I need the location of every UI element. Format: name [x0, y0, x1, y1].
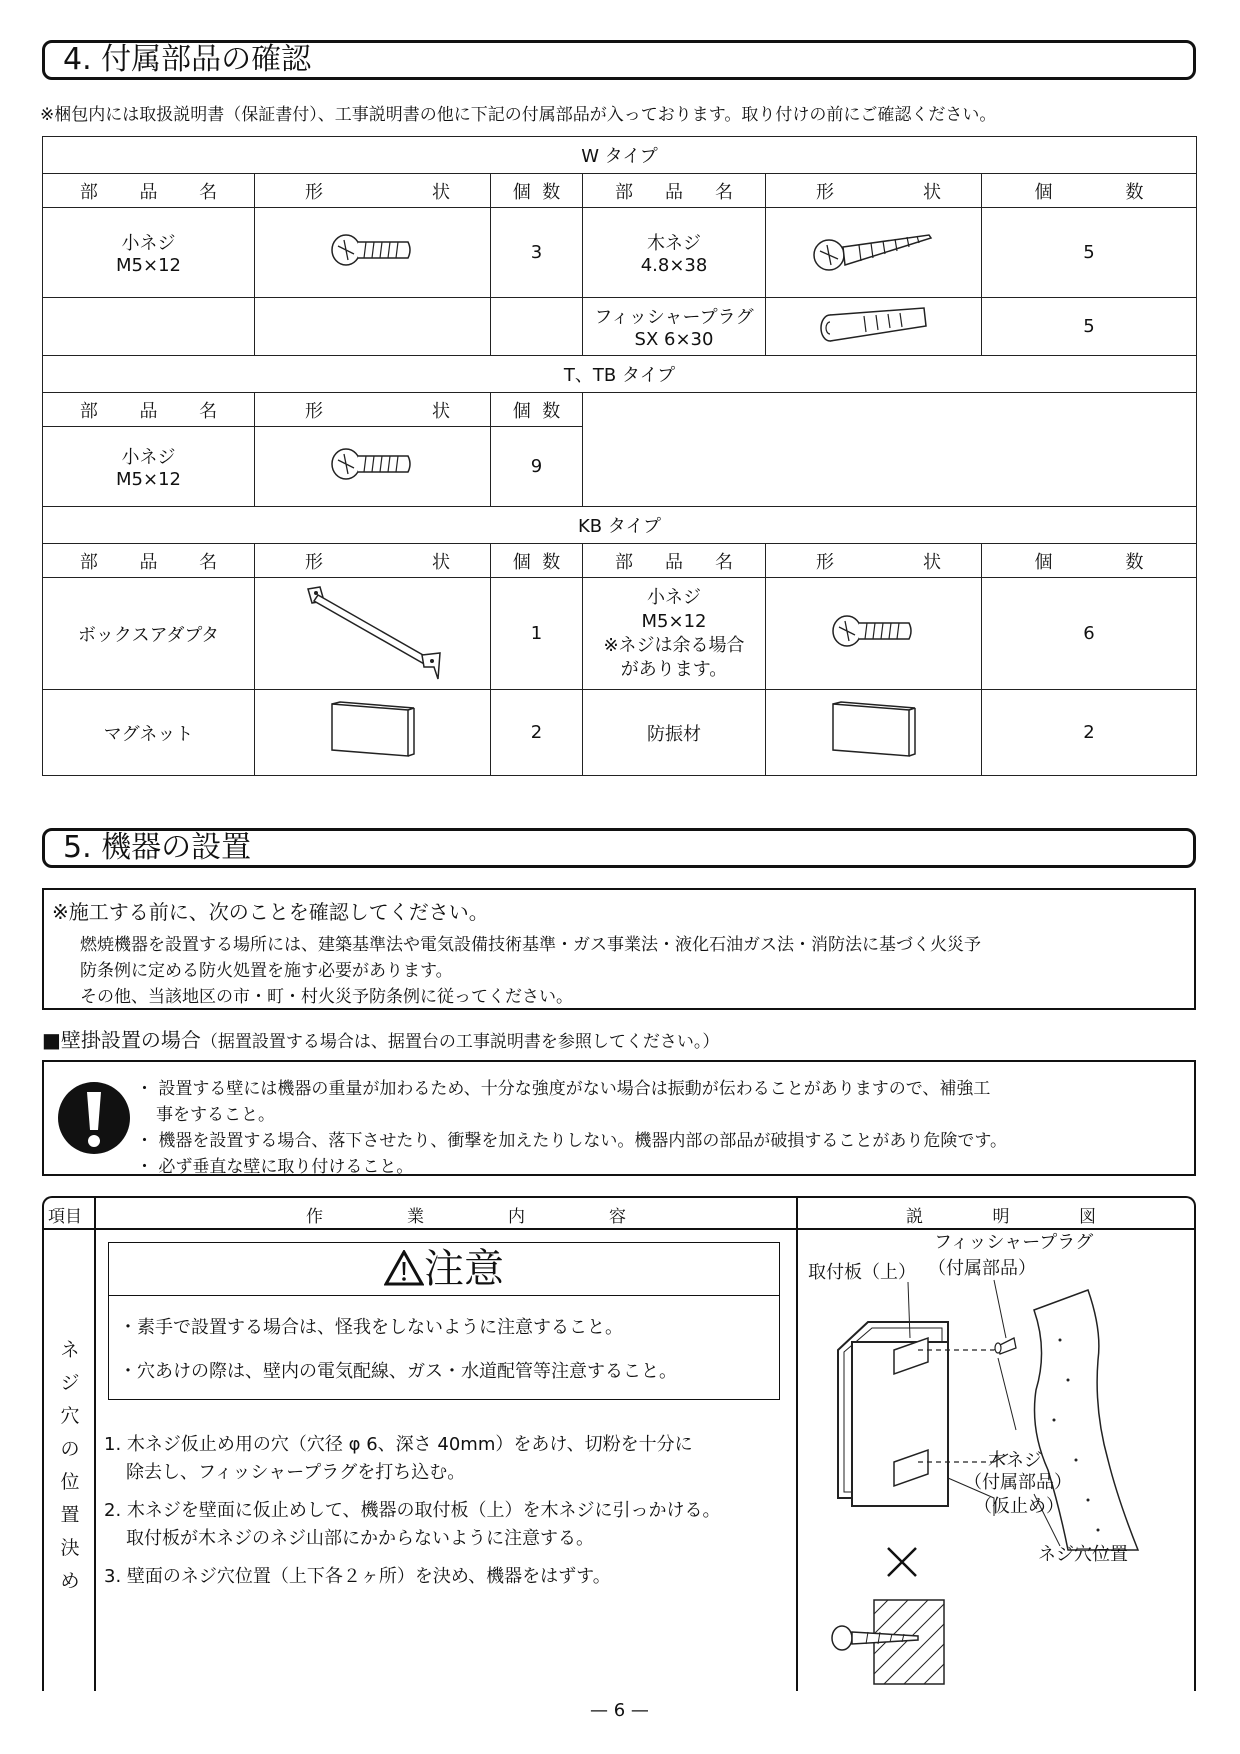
- caution-box: [42, 888, 1196, 1010]
- warning-line: 事をすること。: [156, 1105, 275, 1125]
- warning-triangle-icon: [384, 1250, 424, 1286]
- warning-line: ・ 機器を設置する場合、落下させたり、衝撃を加えたりしない。機器内部の部品が破損することがあり危険です。: [136, 1131, 1008, 1151]
- chui-line: ・穴あけの際は、壁内の電気配線、ガス・水道配管等注意すること。: [119, 1361, 677, 1382]
- caution-head: ※施工する前に、次のことを確認してください。: [52, 900, 489, 924]
- chui-line: ・素手で設置する場合は、怪我をしないように注意すること。: [119, 1317, 623, 1338]
- w-type-label: W タイプ: [43, 137, 1197, 174]
- chui-box: [108, 1242, 780, 1400]
- kb-type-label: KB タイプ: [43, 507, 1197, 544]
- step-2-cont: 取付板が木ネジのネジ山部にかからないように注意する。: [126, 1528, 594, 1549]
- col-figure-header: 説 明 図: [906, 1207, 1096, 1227]
- machine-screw-icon: [328, 444, 418, 484]
- vibration-pad-icon: [829, 700, 919, 760]
- work-table: [42, 1196, 1196, 1691]
- warning-line: ・ 必ず垂直な壁に取り付けること。: [136, 1157, 414, 1177]
- exclamation-icon: [54, 1078, 134, 1158]
- section-5-title: 5. 機器の設置: [42, 828, 1196, 868]
- step-3: 3. 壁面のネジ穴位置（上下各２ヶ所）を決め、機器をはずす。: [104, 1566, 611, 1587]
- table-row: マグネット 2 防振材 2: [43, 690, 1197, 776]
- section-4-title: 4. 付属部品の確認: [42, 40, 1196, 80]
- step-1: 1. 木ネジ仮止め用の穴（穴径 φ 6、深さ 40mm）をあけ、切粉を十分に: [104, 1434, 693, 1455]
- col-item-header: 項目: [48, 1207, 82, 1227]
- table-row: フィッシャープラグ SX 6×30 5: [43, 298, 1197, 356]
- svg-text:（付属部品）: （付属部品）: [928, 1258, 1036, 1279]
- magnet-icon: [328, 700, 418, 760]
- machine-screw-icon: [328, 230, 418, 270]
- machine-screw-icon: [829, 611, 919, 651]
- box-adapter-icon: [288, 581, 458, 681]
- warning-box: [42, 1060, 1196, 1176]
- t-type-label: T、TB タイプ: [43, 356, 1197, 393]
- col-work-header: 作 業 内 容: [306, 1207, 626, 1227]
- installation-diagram: [798, 1230, 1194, 1690]
- chui-header: 注意: [109, 1243, 779, 1296]
- step-2: 2. 木ネジを壁面に仮止めして、機器の取付板（上）を木ネジに引っかける。: [104, 1500, 721, 1521]
- caution-line: 燃焼機器を設置する場所には、建築基準法や電気設備技術基準・ガス事業法・液化石油ガス法・消防法に基づく火災予: [80, 935, 981, 955]
- caution-line: 防条例に定める防火処置を施す必要があります。: [80, 961, 453, 981]
- svg-text:取付板（上）: 取付板（上）: [808, 1262, 916, 1283]
- svg-text:フィッシャープラグ: フィッシャープラグ: [934, 1232, 1094, 1253]
- svg-text:（付属部品）: （付属部品）: [964, 1472, 1072, 1493]
- wood-screw-icon: [809, 225, 939, 275]
- svg-text:木ネジ: 木ネジ: [988, 1450, 1042, 1471]
- table-row: 小ネジ M5×12 3 木ネジ 4.8×38 5: [43, 208, 1197, 298]
- wall-plug-icon: [814, 302, 934, 346]
- caution-line: その他、当該地区の市・町・村火災予防条例に従ってください。: [80, 987, 573, 1007]
- svg-text:ネジ穴位置: ネジ穴位置: [1038, 1544, 1128, 1565]
- item-label: ネ ジ 穴 の 位 置 決 め: [60, 1339, 80, 1592]
- page-number: — 6 —: [590, 1700, 649, 1721]
- warning-line: ・ 設置する壁には機器の重量が加わるため、十分な強度がない場合は振動が伝わることがありますので、補強工: [136, 1079, 991, 1099]
- table-row: 小ネジ M5×12 9: [43, 427, 1197, 507]
- svg-text:（仮止め）: （仮止め）: [974, 1496, 1064, 1517]
- section-4-note: ※梱包内には取扱説明書（保証書付）、工事説明書の他に下記の付属部品が入っております。取り付けの前にご確認ください。: [40, 105, 997, 125]
- parts-table: W タイプ 部 品 名 形 状 個 数 部 品 名 形 状 個 数 小ネジ M5×12 3 木ネジ 4.8×38 5 フィッシャープラグ SX 6×30 5 T、TB タイプ 部 品 名 形 状 個 数 小ネジ M5×12 9 KB タイプ 部 品 名 形 状 個 数 部 品 名 形 状 個 数 ボックスアダプタ 1 小ネジ M5×12 ※ネジは余る場合 があります。 6 マグネット 2 防振材 2: [42, 136, 1197, 776]
- step-1-cont: 除去し、フィッシャープラグを打ち込む。: [126, 1462, 466, 1483]
- table-row: ボックスアダプタ 1 小ネジ M5×12 ※ネジは余る場合 があります。 6: [43, 578, 1197, 690]
- wall-mount-heading: ■壁掛設置の場合（据置設置する場合は、据置台の工事説明書を参照してください。）: [42, 1028, 720, 1052]
